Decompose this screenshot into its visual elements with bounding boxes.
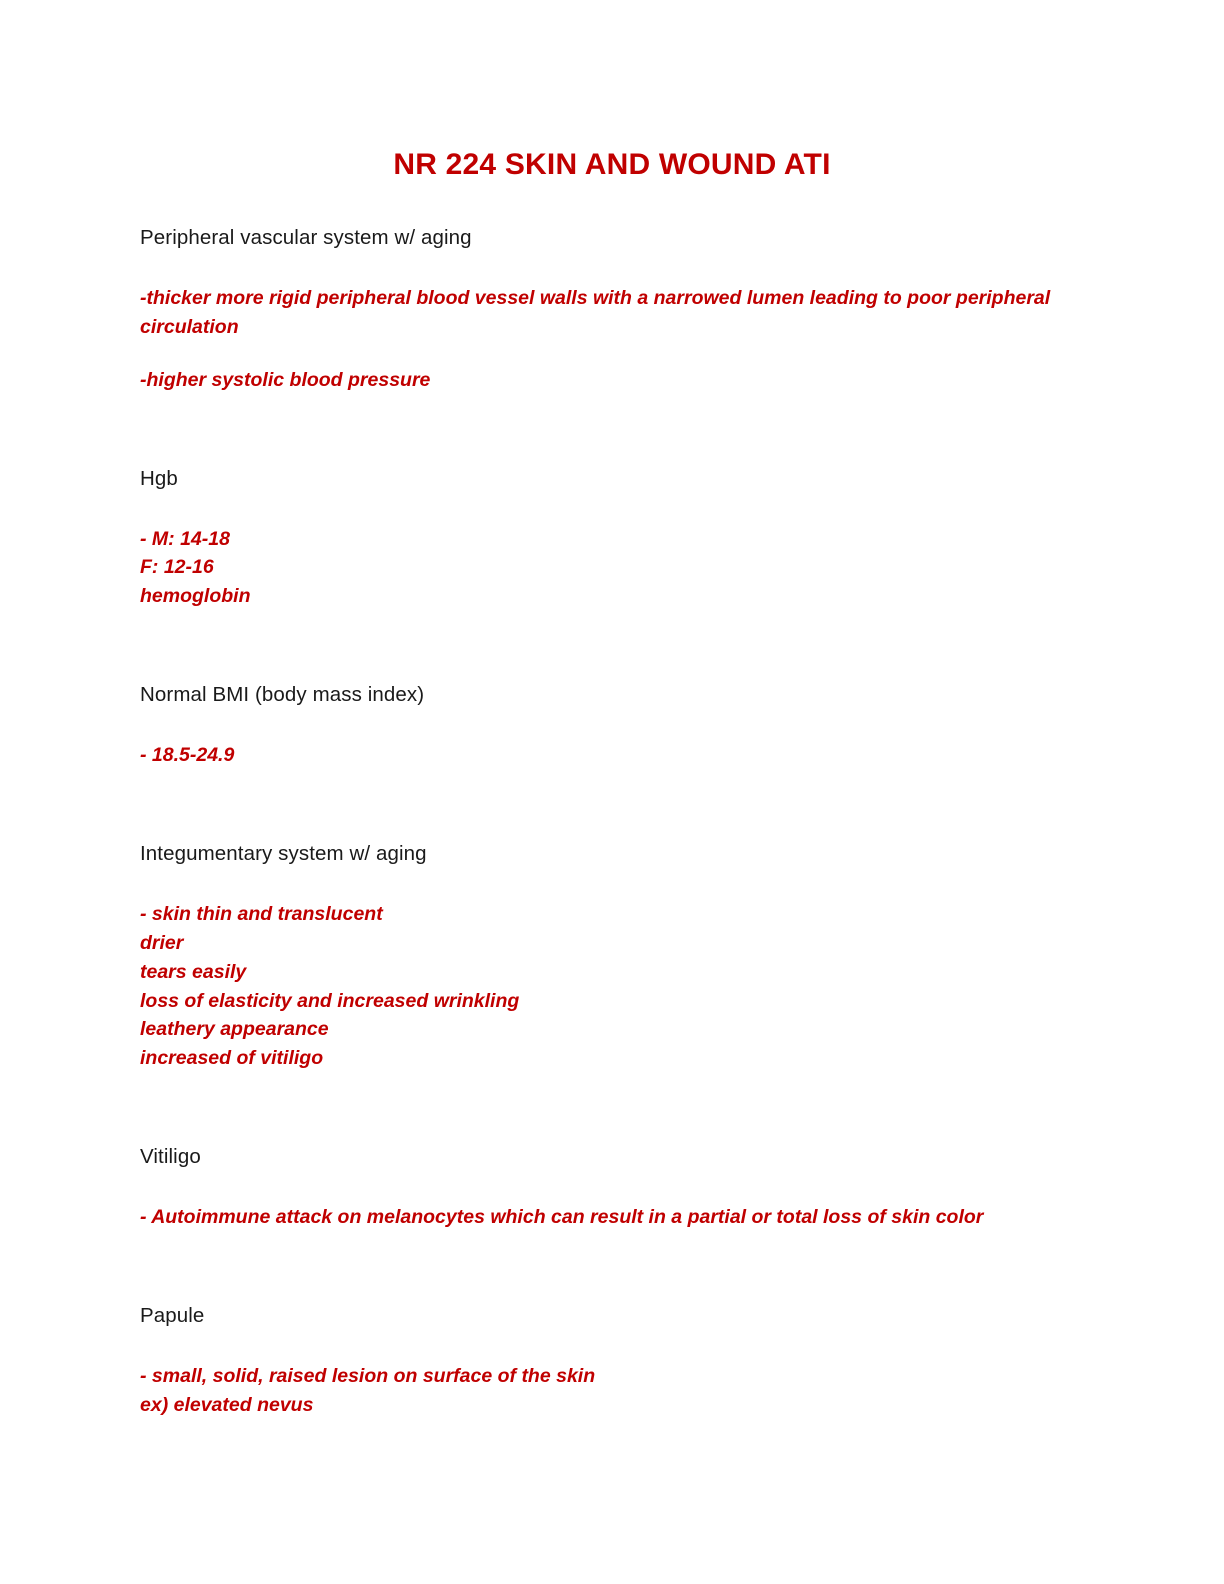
term-label: Integumentary system w/ aging: [140, 842, 427, 866]
definition-line: hemoglobin: [140, 585, 251, 608]
term-label: Vitiligo: [140, 1145, 201, 1169]
definition-line: F: 12-16: [140, 556, 214, 579]
entry-papule: [140, 1304, 1104, 1420]
definition-line: - Autoimmune attack on melanocytes which can result in a partial or total loss of skin color: [140, 1206, 984, 1229]
definition-line: -higher systolic blood pressure: [140, 368, 431, 391]
definition-line: loss of elasticity and increased wrinkling: [140, 989, 520, 1012]
definition-line: - small, solid, raised lesion on surface of the skin: [140, 1365, 596, 1388]
entry-normal-bmi: [140, 683, 1104, 770]
definition-text: [140, 284, 1104, 342]
definition-line: increased of vitiligo: [140, 1047, 324, 1070]
term-label: Normal BMI (body mass index): [140, 683, 425, 707]
definition-text: [140, 1203, 1104, 1232]
definition-text-2: [140, 366, 1104, 395]
definition-line: - 18.5-24.9: [140, 744, 235, 767]
entry-integumentary-system: [140, 842, 1104, 1073]
definition-line: tears easily: [140, 960, 247, 983]
definition-line: - M: 14-18: [140, 527, 230, 550]
definition-text: [140, 900, 1104, 1073]
definition-line: leathery appearance: [140, 1018, 329, 1041]
definition-line: ex) elevated nevus: [140, 1393, 314, 1416]
term-label: Hgb: [140, 466, 178, 490]
term-label: Papule: [140, 1304, 205, 1328]
document-body: [0, 182, 1224, 1420]
page-title: NR 224 SKIN AND WOUND ATI: [393, 148, 831, 181]
definition-text: [140, 525, 1104, 612]
definition-line: -thicker more rigid peripheral blood vessel walls with a narrowed lumen leading to poor peripheral circulation: [140, 287, 1051, 338]
definition-text: [140, 1362, 1104, 1420]
definition-text: [140, 741, 1104, 770]
entry-vitiligo: [140, 1145, 1104, 1232]
entry-hgb: [140, 467, 1104, 612]
term-label: Peripheral vascular system w/ aging: [140, 226, 472, 249]
definition-line: drier: [140, 931, 184, 954]
definition-line: - skin thin and translucent: [140, 903, 383, 926]
entry-peripheral-vascular-system: [140, 226, 1104, 395]
